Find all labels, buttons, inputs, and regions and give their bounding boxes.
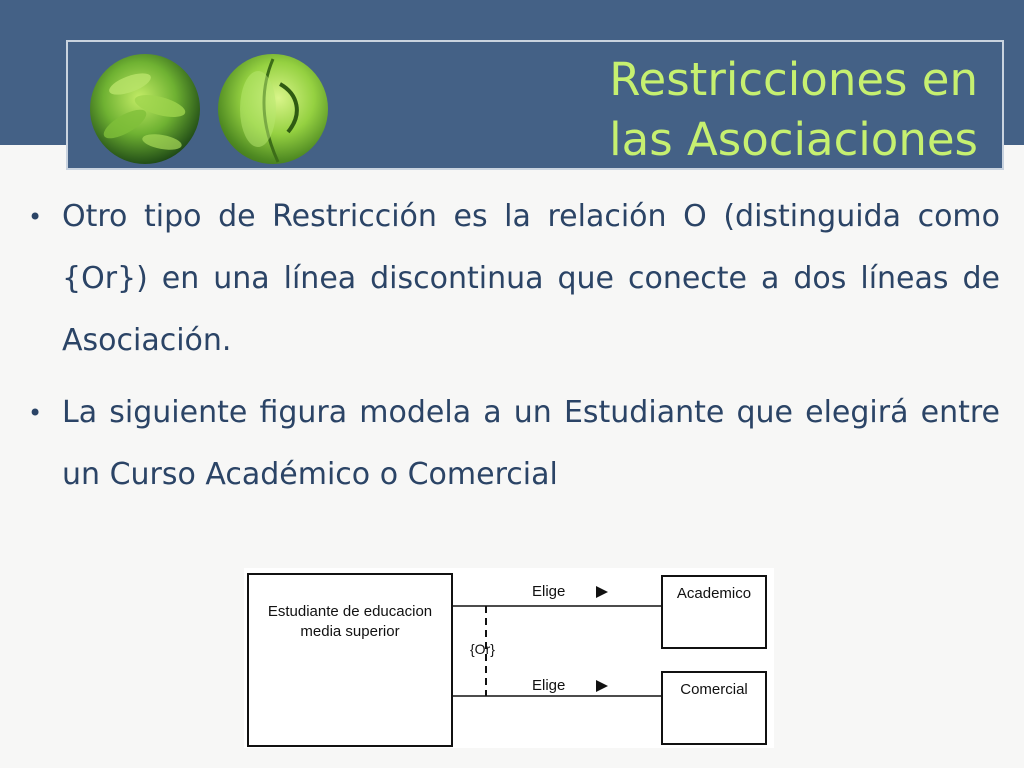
- bullet-icon: •: [28, 203, 43, 231]
- uml-diagram: [244, 568, 774, 748]
- or-constraint-label: {Or}: [470, 641, 495, 657]
- student-class-box: [248, 574, 452, 746]
- slide-title: [609, 50, 978, 170]
- bullet-item: [24, 382, 1000, 506]
- bullet-item: [24, 186, 1000, 372]
- leaf-image: [90, 54, 200, 164]
- commercial-class-name: Comercial: [680, 681, 748, 698]
- association-label-bottom: Elige: [532, 677, 566, 694]
- leaf-image: [218, 54, 328, 164]
- title-line-1: Restricciones en: [609, 53, 978, 106]
- student-class-name-line2: media superior: [300, 623, 400, 640]
- student-class-name: Estudiante de educacion: [267, 603, 433, 620]
- title-frame: [66, 40, 1004, 170]
- bullet-text: Otro tipo de Restricción es la relación O (distinguida como {Or}) en una línea discontinua que conecte a dos líneas de Asociación.: [62, 199, 1000, 358]
- bullet-list: [24, 186, 1000, 516]
- bullet-text: La siguiente figura modela a un Estudiante que elegirá entre un Curso Académico o Comercial: [62, 395, 1000, 492]
- bullet-icon: •: [28, 399, 43, 427]
- title-line-2: las Asociaciones: [609, 113, 978, 166]
- association-label-top: Elige: [532, 583, 566, 600]
- academic-class-name: Academico: [676, 585, 752, 602]
